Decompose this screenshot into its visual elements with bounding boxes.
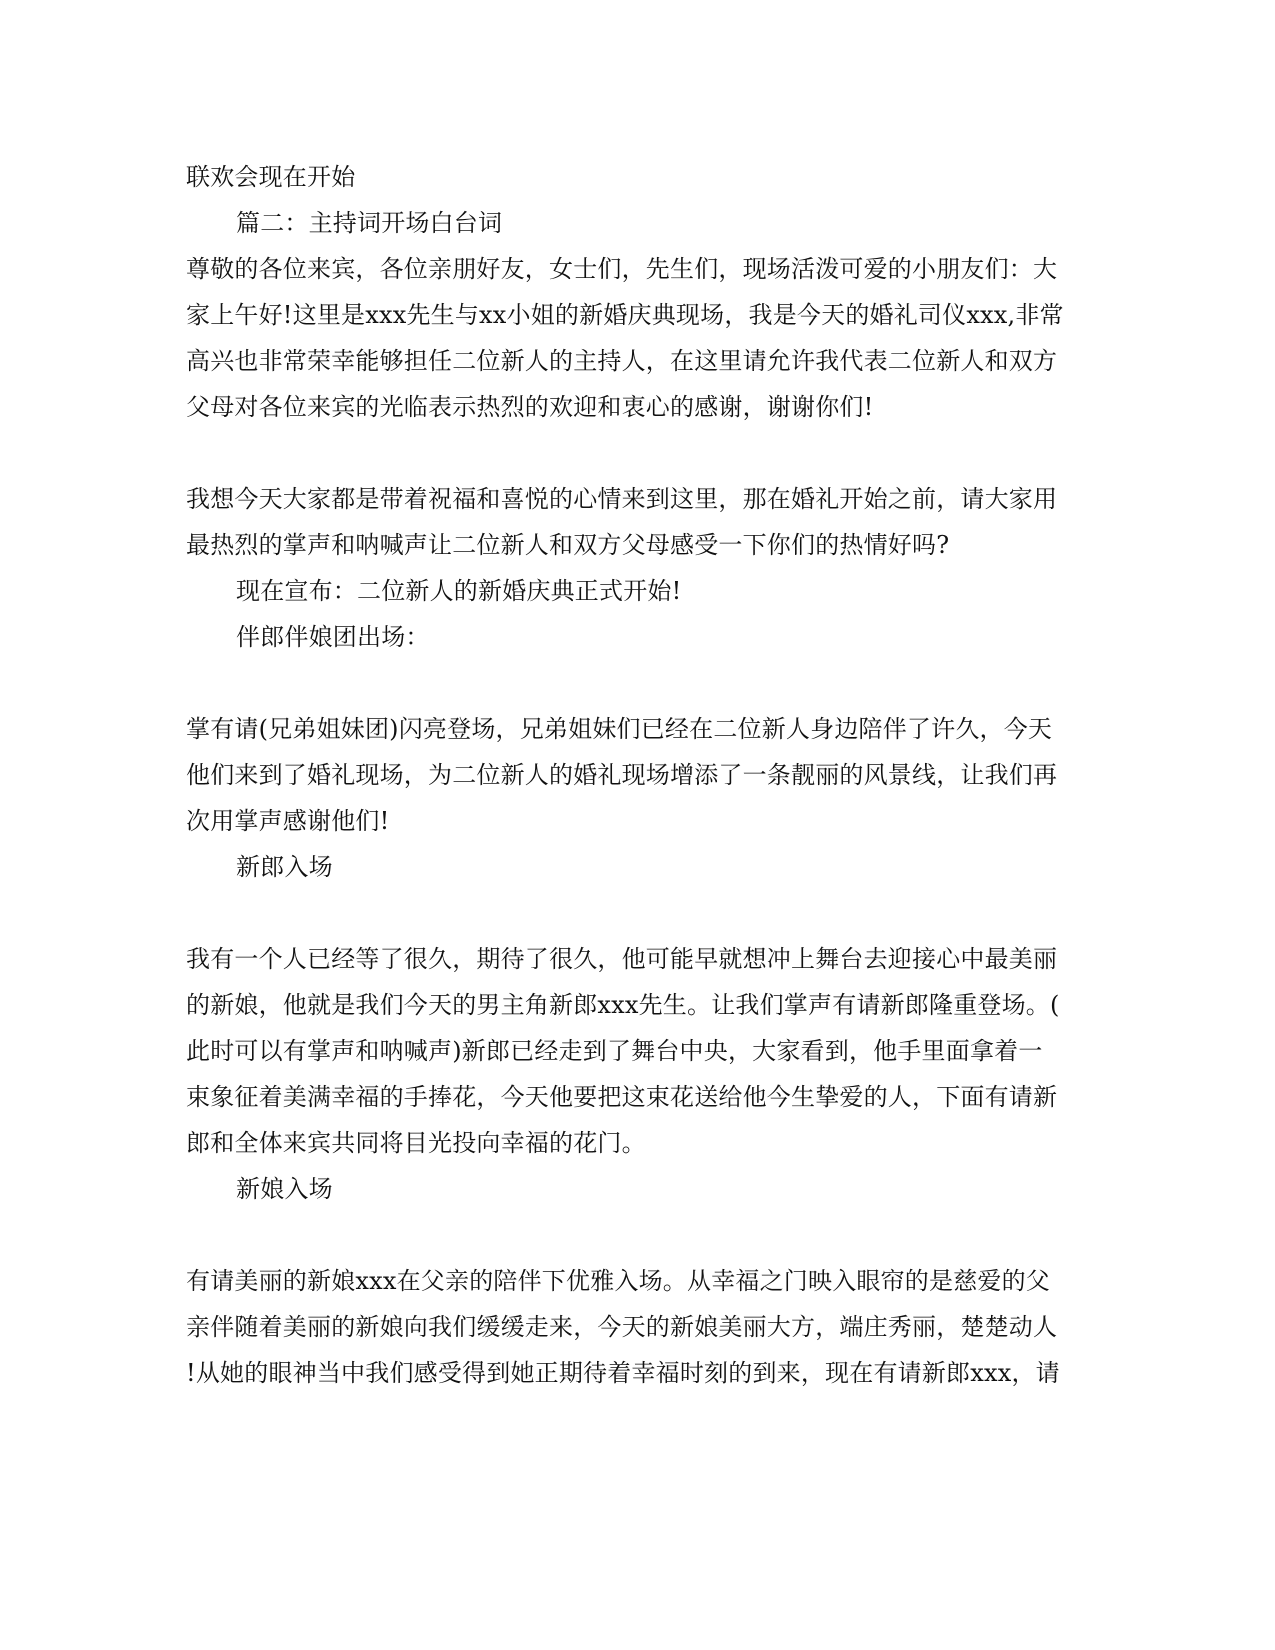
- section-heading: 篇二：主持词开场白台词: [236, 209, 503, 237]
- text-line-8: 最热烈的掌声和呐喊声让二位新人和双方父母感受一下你们的热情好吗?: [186, 531, 950, 559]
- text-line-15: 我有一个人已经等了很久，期待了很久，他可能早就想冲上舞台去迎接心中最美丽: [186, 945, 1058, 973]
- text-line-16: 的新娘，他就是我们今天的男主角新郎xxx先生。让我们掌声有请新郎隆重登场。(: [186, 991, 1060, 1019]
- text-line-22: 亲伴随着美丽的新娘向我们缓缓走来，今天的新娘美丽大方，端庄秀丽，楚楚动人: [186, 1313, 1058, 1341]
- text-line-17: 此时可以有掌声和呐喊声)新郎已经走到了舞台中央，大家看到，他手里面拿着一: [186, 1037, 1043, 1065]
- text-line-21: 有请美丽的新娘xxx在父亲的陪伴下优雅入场。从幸福之门映入眼帘的是慈爱的父: [186, 1267, 1051, 1295]
- subheading-bride-entrance: 新娘入场: [236, 1175, 333, 1203]
- text-line-1: 联欢会现在开始: [186, 163, 356, 191]
- subheading-groom-entrance: 新郎入场: [236, 853, 333, 881]
- text-line-4: 家上午好!这里是xxx先生与xx小姐的新婚庆典现场，我是今天的婚礼司仪xxx,非常: [186, 301, 1064, 329]
- text-line-18: 束象征着美满幸福的手捧花，今天他要把这束花送给他今生挚爱的人，下面有请新: [186, 1083, 1058, 1111]
- announcement-line: 现在宣布：二位新人的新婚庆典正式开始!: [236, 577, 682, 605]
- text-line-13: 次用掌声感谢他们!: [186, 807, 390, 835]
- text-line-19: 郎和全体来宾共同将目光投向幸福的花门。: [186, 1129, 646, 1157]
- text-line-5: 高兴也非常荣幸能够担任二位新人的主持人，在这里请允许我代表二位新人和双方: [186, 347, 1058, 375]
- text-line-11: 掌有请(兄弟姐妹团)闪亮登场，兄弟姐妹们已经在二位新人身边陪伴了许久，今天: [186, 715, 1053, 743]
- text-line-6: 父母对各位来宾的光临表示热烈的欢迎和衷心的感谢，谢谢你们!: [186, 393, 874, 421]
- text-line-12: 他们来到了婚礼现场，为二位新人的婚礼现场增添了一条靓丽的风景线，让我们再: [186, 761, 1058, 789]
- text-line-23: !从她的眼神当中我们感受得到她正期待着幸福时刻的到来，现在有请新郎xxx，请: [186, 1359, 1060, 1387]
- text-line-7: 我想今天大家都是带着祝福和喜悦的心情来到这里，那在婚礼开始之前，请大家用: [186, 485, 1058, 513]
- subheading-groomsmen-bridesmaids: 伴郎伴娘团出场：: [236, 623, 430, 651]
- text-line-3: 尊敬的各位来宾，各位亲朋好友，女士们，先生们，现场活泼可爱的小朋友们：大: [186, 255, 1058, 283]
